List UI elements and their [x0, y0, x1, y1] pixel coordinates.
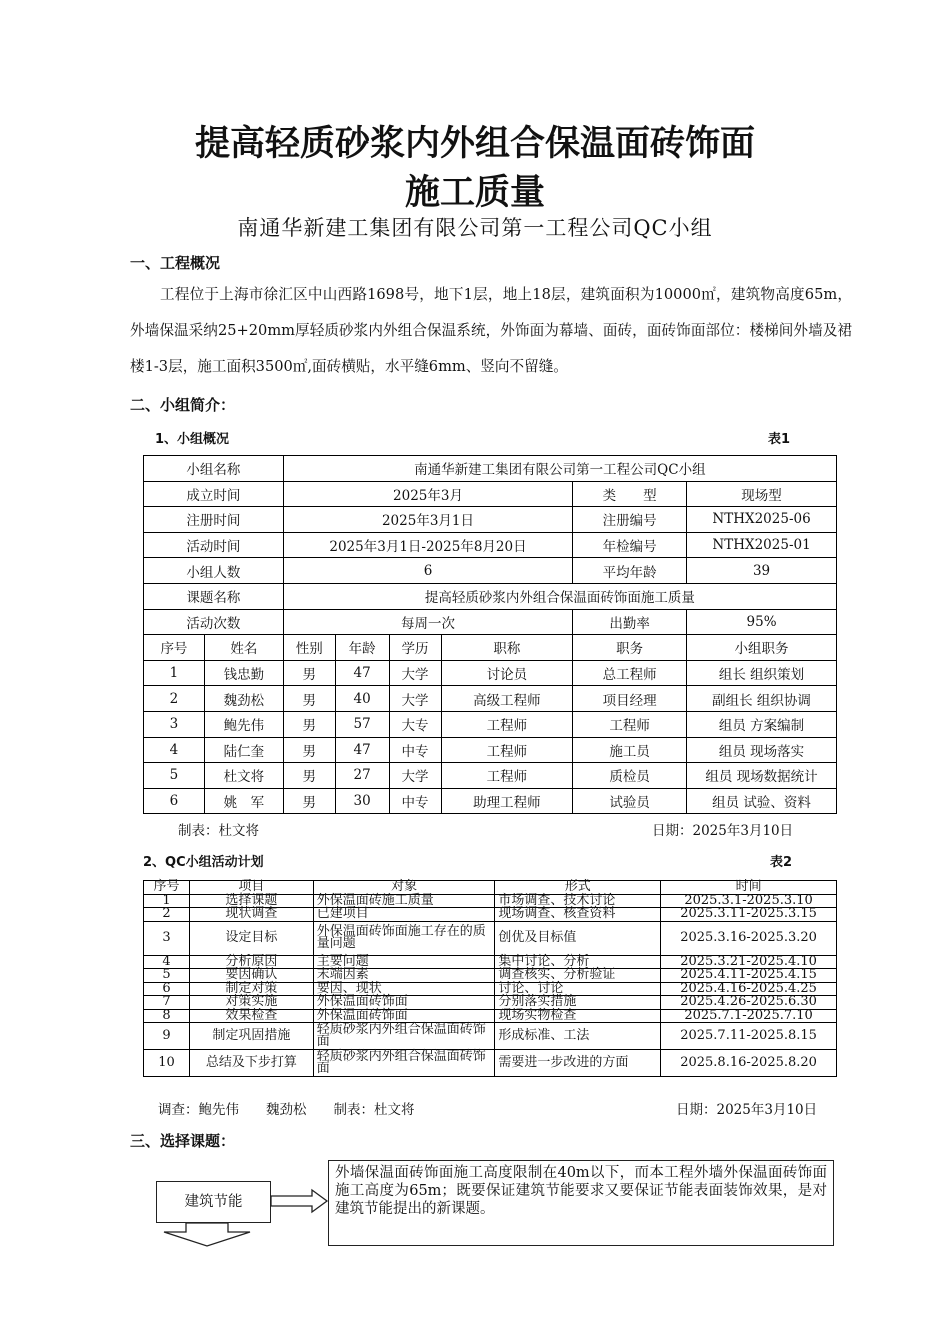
- info-value: 2025年3月1日: [283, 507, 572, 533]
- plan-cell: 需要进一步改进的方面: [495, 1050, 661, 1077]
- table-row: [144, 737, 837, 763]
- table-row: [144, 686, 837, 712]
- info-label: 出勤率: [573, 609, 687, 635]
- member-cell: 27: [335, 763, 389, 789]
- table-row: [144, 908, 837, 922]
- plan-cell: 设定目标: [189, 921, 313, 955]
- member-cell: 47: [335, 660, 389, 686]
- plan-cell: 2025.4.16-2025.4.25: [661, 982, 837, 996]
- activity-plan-table: [143, 880, 837, 1077]
- plan-cell: 轻质砂浆内外组合保温面砖饰面: [313, 1023, 495, 1050]
- down-arrow-icon: [164, 1223, 250, 1246]
- member-cell: 工程师: [573, 711, 687, 737]
- member-cell: 中专: [389, 788, 441, 814]
- plan-cell: 主要问题: [313, 955, 495, 969]
- table-row: [144, 1050, 837, 1077]
- info-value: 南通华新建工集团有限公司第一工程公司QC小组: [283, 456, 836, 482]
- member-cell: 男: [283, 737, 335, 763]
- members-header-cell: 姓名: [204, 635, 283, 661]
- plan-cell: 10: [144, 1050, 190, 1077]
- plan-cell: 要因、现状: [313, 982, 495, 996]
- member-cell: 工程师: [441, 763, 573, 789]
- plan-cell: 创优及目标值: [495, 921, 661, 955]
- member-cell: 杜文将: [204, 763, 283, 789]
- plan-cell: 1: [144, 894, 190, 908]
- plan-cell: 6: [144, 982, 190, 996]
- member-cell: 组员 方案编制: [687, 711, 837, 737]
- plan-cell: 2025.3.21-2025.4.10: [661, 955, 837, 969]
- member-cell: 2: [144, 686, 205, 712]
- plan-cell: 效果检查: [189, 1009, 313, 1023]
- member-cell: 男: [283, 763, 335, 789]
- plan-cell: 2025.3.16-2025.3.20: [661, 921, 837, 955]
- plan-header-cell: 对象: [313, 881, 495, 895]
- plan-cell: 形成标准、工法: [495, 1023, 661, 1050]
- plan-cell: 2025.4.11-2025.4.15: [661, 969, 837, 983]
- plan-cell: 外保温面砖饰面: [313, 996, 495, 1010]
- plan-cell: 2025.3.1-2025.3.10: [661, 894, 837, 908]
- plan-cell: 3: [144, 921, 190, 955]
- plan-cell: 末端因素: [313, 969, 495, 983]
- plan-cell: 现状调查: [189, 908, 313, 922]
- table-row: [144, 763, 837, 789]
- plan-cell: 7: [144, 996, 190, 1010]
- plan-cell: 外保温面砖饰面施工存在的质量问题: [313, 921, 495, 955]
- plan-cell: 2025.7.11-2025.8.15: [661, 1023, 837, 1050]
- plan-cell: 现场调查、核查资料: [495, 908, 661, 922]
- info-label: 小组人数: [144, 558, 284, 584]
- table1-caption: 1、小组概况: [155, 432, 230, 447]
- member-cell: 1: [144, 660, 205, 686]
- members-header-cell: 学历: [389, 635, 441, 661]
- members-header-cell: 职称: [441, 635, 573, 661]
- member-cell: 鲍先伟: [204, 711, 283, 737]
- info-value: 现场型: [687, 481, 837, 507]
- member-cell: 大专: [389, 711, 441, 737]
- info-label: 注册编号: [573, 507, 687, 533]
- info-label: 活动次数: [144, 609, 284, 635]
- table-row: [144, 788, 837, 814]
- table1-number: 表1: [768, 432, 791, 447]
- member-cell: 试验员: [573, 788, 687, 814]
- plan-cell: 外保温面砖施工质量: [313, 894, 495, 908]
- member-cell: 3: [144, 711, 205, 737]
- member-cell: 总工程师: [573, 660, 687, 686]
- plan-cell: 8: [144, 1009, 190, 1023]
- member-cell: 57: [335, 711, 389, 737]
- section1-paragraph: 工程位于上海市徐汇区中山西路1698号，地下1层，地上18层，建筑面积为10000㎡，建筑物高度65m，外墙保温采纳25+20mm厚轻质砂浆内外组合保温系统，外饰面为幕墙、面砖，面砖饰面部位：楼梯间外墙及裙楼1-3层，施工面积3500㎡,面砖横贴，水平缝6mm、竖向不留缝。: [130, 286, 852, 375]
- member-cell: 男: [283, 788, 335, 814]
- table2-date: 日期：2025年3月10日: [676, 1102, 818, 1118]
- members-header-cell: 年龄: [335, 635, 389, 661]
- plan-cell: 2: [144, 908, 190, 922]
- plan-cell: 现场实物检查: [495, 1009, 661, 1023]
- member-cell: 姚 军: [204, 788, 283, 814]
- member-cell: 47: [335, 737, 389, 763]
- plan-header-cell: 项目: [189, 881, 313, 895]
- members-header-cell: 小组职务: [687, 635, 837, 661]
- member-cell: 组长 组织策划: [687, 660, 837, 686]
- table1-date: 日期：2025年3月10日: [652, 823, 794, 839]
- info-value: 提高轻质砂浆内外组合保温面砖饰面施工质量: [283, 583, 836, 609]
- member-cell: 中专: [389, 737, 441, 763]
- plan-cell: 已建项目: [313, 908, 495, 922]
- table1-maker: 制表：杜文将: [178, 823, 259, 839]
- table2-caption: 2、QC小组活动计划: [143, 855, 264, 870]
- doc-subtitle: 南通华新建工集团有限公司第一工程公司QC小组: [237, 216, 713, 240]
- members-header-cell: 序号: [144, 635, 205, 661]
- members-body: [144, 635, 837, 814]
- plan-cell: 要因确认: [189, 969, 313, 983]
- plan-cell: 市场调查、技术讨论: [495, 894, 661, 908]
- doc-title-line2: 施工质量: [404, 173, 545, 213]
- member-cell: 组员 试验、资料: [687, 788, 837, 814]
- right-arrow-icon: [271, 1190, 327, 1212]
- doc-title-line1: 提高轻质砂浆内外组合保温面砖饰面: [194, 124, 755, 164]
- table2-survey: 调查：鲍先伟 魏劲松 制表：杜文将: [158, 1102, 415, 1118]
- member-cell: 魏劲松: [204, 686, 283, 712]
- table-row: [144, 1009, 837, 1023]
- flow-box-building-energy: 建筑节能: [156, 1181, 271, 1223]
- member-cell: 组员 现场数据统计: [687, 763, 837, 789]
- plan-cell: 4: [144, 955, 190, 969]
- table-row: [144, 996, 837, 1010]
- plan-cell: 对策实施: [189, 996, 313, 1010]
- member-cell: 4: [144, 737, 205, 763]
- info-value: NTHX2025-06: [687, 507, 837, 533]
- plan-body: [144, 881, 837, 1077]
- table-row: [144, 921, 837, 955]
- info-value: 2025年3月1日-2025年8月20日: [283, 532, 572, 558]
- member-cell: 大学: [389, 763, 441, 789]
- info-value: 6: [283, 558, 572, 584]
- member-cell: 5: [144, 763, 205, 789]
- info-label: 平均年龄: [573, 558, 687, 584]
- member-cell: 讨论员: [441, 660, 573, 686]
- member-cell: 副组长 组织协调: [687, 686, 837, 712]
- plan-cell: 总结及下步打算: [189, 1050, 313, 1077]
- plan-cell: 制定对策: [189, 982, 313, 996]
- member-cell: 工程师: [441, 737, 573, 763]
- table-row: [144, 711, 837, 737]
- member-cell: 40: [335, 686, 389, 712]
- member-cell: 钱忠勤: [204, 660, 283, 686]
- flow-arrows: [150, 1160, 340, 1250]
- member-cell: 组员 现场落实: [687, 737, 837, 763]
- flow-box-description: 外墙保温面砖饰面施工高度限制在40m以下，而本工程外墙外保温面砖饰面施工高度为65m；既要保证建筑节能要求又要保证节能表面装饰效果，是对建筑节能提出的新课题。: [328, 1160, 834, 1246]
- plan-cell: 分析原因: [189, 955, 313, 969]
- member-cell: 男: [283, 711, 335, 737]
- section1-heading: 一、工程概况: [130, 254, 221, 272]
- plan-cell: 2025.8.16-2025.8.20: [661, 1050, 837, 1077]
- info-value: 39: [687, 558, 837, 584]
- plan-cell: 2025.7.1-2025.7.10: [661, 1009, 837, 1023]
- plan-cell: 调查核实、分析验证: [495, 969, 661, 983]
- info-value: 95%: [687, 609, 837, 635]
- member-cell: 30: [335, 788, 389, 814]
- section2-heading: 二、小组简介：: [130, 396, 236, 414]
- member-cell: 助理工程师: [441, 788, 573, 814]
- plan-cell: 制定巩固措施: [189, 1023, 313, 1050]
- plan-cell: 轻质砂浆内外组合保温面砖饰面: [313, 1050, 495, 1077]
- member-cell: 大学: [389, 660, 441, 686]
- info-label: 课题名称: [144, 583, 284, 609]
- info-label: 类 型: [573, 481, 687, 507]
- member-cell: 项目经理: [573, 686, 687, 712]
- info-value: 2025年3月: [283, 481, 572, 507]
- member-cell: 高级工程师: [441, 686, 573, 712]
- table2-number: 表2: [770, 855, 793, 870]
- member-cell: 工程师: [441, 711, 573, 737]
- plan-cell: 2025.4.26-2025.6.30: [661, 996, 837, 1010]
- plan-cell: 集中讨论、分析: [495, 955, 661, 969]
- plan-header-cell: 序号: [144, 881, 190, 895]
- info-value: 每周一次: [283, 609, 572, 635]
- plan-cell: 5: [144, 969, 190, 983]
- info-label: 活动时间: [144, 532, 284, 558]
- table-row: [144, 969, 837, 983]
- info-label: 小组名称: [144, 456, 284, 482]
- members-header-cell: 职务: [573, 635, 687, 661]
- member-cell: 男: [283, 660, 335, 686]
- group-overview-table: [143, 455, 837, 814]
- plan-cell: 分别落实措施: [495, 996, 661, 1010]
- table-row: [144, 1023, 837, 1050]
- member-cell: 陆仁奎: [204, 737, 283, 763]
- plan-cell: 选择课题: [189, 894, 313, 908]
- member-cell: 男: [283, 686, 335, 712]
- plan-cell: 讨论、讨论: [495, 982, 661, 996]
- members-header-cell: 性别: [283, 635, 335, 661]
- member-cell: 施工员: [573, 737, 687, 763]
- info-label: 成立时间: [144, 481, 284, 507]
- info-label: 年检编号: [573, 532, 687, 558]
- section3-heading: 三、选择课题：: [130, 1132, 236, 1150]
- table-row: [144, 660, 837, 686]
- member-cell: 大学: [389, 686, 441, 712]
- plan-cell: 9: [144, 1023, 190, 1050]
- info-value: NTHX2025-01: [687, 532, 837, 558]
- member-cell: 质检员: [573, 763, 687, 789]
- plan-cell: 外保温面砖饰面: [313, 1009, 495, 1023]
- plan-header-cell: 时间: [661, 881, 837, 895]
- member-cell: 6: [144, 788, 205, 814]
- info-label: 注册时间: [144, 507, 284, 533]
- plan-cell: 2025.3.11-2025.3.15: [661, 908, 837, 922]
- plan-header-cell: 形式: [495, 881, 661, 895]
